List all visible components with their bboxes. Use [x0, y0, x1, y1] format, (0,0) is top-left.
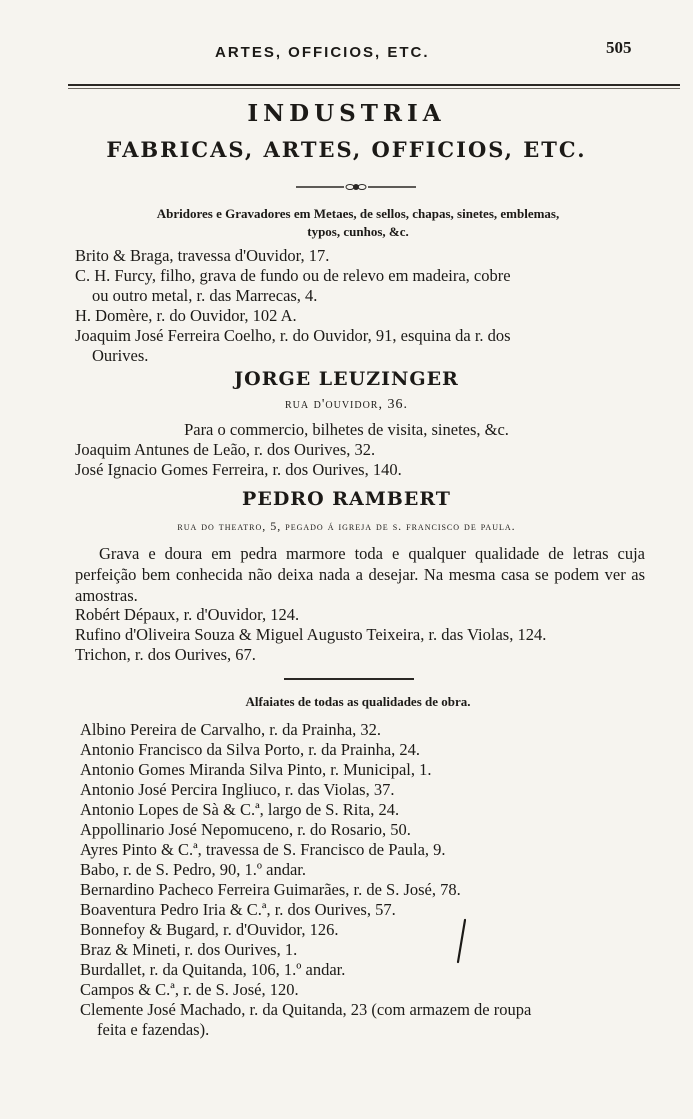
- list-item: Joaquim Antunes de Leão, r. dos Ourives, 32.: [75, 440, 376, 459]
- pencil-mark: [456, 918, 466, 964]
- list-item: Clemente José Machado, r. da Quitanda, 23 (com armazem de roupa: [80, 1000, 532, 1019]
- firm-name: PEDRO RAMBERT: [242, 488, 451, 510]
- list-item: Robért Dépaux, r. d'Ouvidor, 124.: [75, 605, 300, 624]
- list-item: Trichon, r. dos Ourives, 67.: [75, 645, 256, 664]
- engravers-list-3: [75, 605, 655, 665]
- list-item: José Ignacio Gomes Ferreira, r. dos Ourives, 140.: [75, 460, 402, 479]
- list-item: C. H. Furcy, filho, grava de fundo ou de relevo em madeira, cobre: [75, 266, 511, 285]
- list-item: Appollinario José Nepomuceno, r. do Rosario, 50.: [80, 820, 411, 839]
- list-item: Joaquim José Ferreira Coelho, r. do Ouvidor, 91, esquina da r. dos: [75, 326, 511, 345]
- firm-description: Grava e doura em pedra marmore toda e qualquer qualidade de letras cuja perfeição bem conhecida não deixa nada a desejar. Na mesma casa se podem ver as amostras.: [75, 544, 645, 605]
- list-item: Albino Pereira de Carvalho, r. da Prainha, 32.: [80, 720, 382, 739]
- list-item: Antonio Francisco da Silva Porto, r. da Prainha, 24.: [80, 740, 421, 759]
- list-item: Bonnefoy & Bugard, r. d'Ouvidor, 126.: [80, 920, 339, 939]
- list-item: Ayres Pinto & C.ª, travessa de S. Francisco de Paula, 9.: [80, 840, 446, 859]
- list-item: Bernardino Pacheco Ferreira Guimarães, r. de S. José, 78.: [80, 880, 461, 899]
- section-rule: [284, 678, 414, 680]
- list-item: Campos & C.ª, r. de S. José, 120.: [80, 980, 299, 999]
- list-item: Braz & Mineti, r. dos Ourives, 1.: [80, 940, 298, 959]
- list-item: Antonio Gomes Miranda Silva Pinto, r. Municipal, 1.: [80, 760, 432, 779]
- category-heading-line: typos, cunhos, &c.: [307, 224, 409, 239]
- header-rule: [68, 84, 680, 86]
- ornament-divider: [296, 183, 416, 191]
- list-item: Rufino d'Oliveira Souza & Miguel Augusto Teixeira, r. das Violas, 124.: [75, 625, 547, 644]
- category-heading-engravers: [68, 205, 648, 241]
- list-item-continuation: ou outro metal, r. das Marrecas, 4.: [92, 286, 318, 305]
- list-item-continuation: feita e fazendas).: [97, 1020, 210, 1039]
- list-item: Brito & Braga, travessa d'Ouvidor, 17.: [75, 246, 330, 265]
- firm-address: rua d'ouvidor, 36.: [285, 397, 408, 412]
- list-item: Boaventura Pedro Iria & C.ª, r. dos Ourives, 57.: [80, 900, 396, 919]
- list-item: Antonio José Percira Ingliuco, r. das Violas, 37.: [80, 780, 395, 799]
- list-item: H. Domère, r. do Ouvidor, 102 A.: [75, 306, 297, 325]
- firm-name: JORGE LEUZINGER: [234, 368, 459, 390]
- firm-address: rua do theatro, 5, pegado á igreja de s. francisco de paula.: [177, 519, 516, 533]
- firm-description: Para o commercio, bilhetes de visita, sinetes, &c.: [184, 420, 509, 439]
- engravers-list-2: [75, 440, 655, 480]
- running-title: ARTES, OFFICIOS, ETC.: [215, 44, 430, 61]
- page-header: [0, 36, 693, 66]
- category-heading-tailors: Alfaiates de todas as qualidades de obra.: [245, 694, 471, 709]
- header-rule-thin: [68, 88, 680, 89]
- list-item: Burdallet, r. da Quitanda, 106, 1.º andar.: [80, 960, 346, 979]
- section-title: INDUSTRIA: [247, 100, 446, 127]
- tailors-list: [80, 720, 660, 1040]
- list-item: Antonio Lopes de Sà & C.ª, largo de S. Rita, 24.: [80, 800, 400, 819]
- list-item-continuation: Ourives.: [92, 346, 149, 365]
- engravers-list: [75, 246, 655, 366]
- page-number: 505: [606, 38, 632, 57]
- section-subtitle: FABRICAS, ARTES, OFFICIOS, ETC.: [106, 137, 587, 162]
- category-heading-line: Abridores e Gravadores em Metaes, de sellos, chapas, sinetes, emblemas,: [156, 206, 560, 221]
- list-item: Babo, r. de S. Pedro, 90, 1.º andar.: [80, 860, 307, 879]
